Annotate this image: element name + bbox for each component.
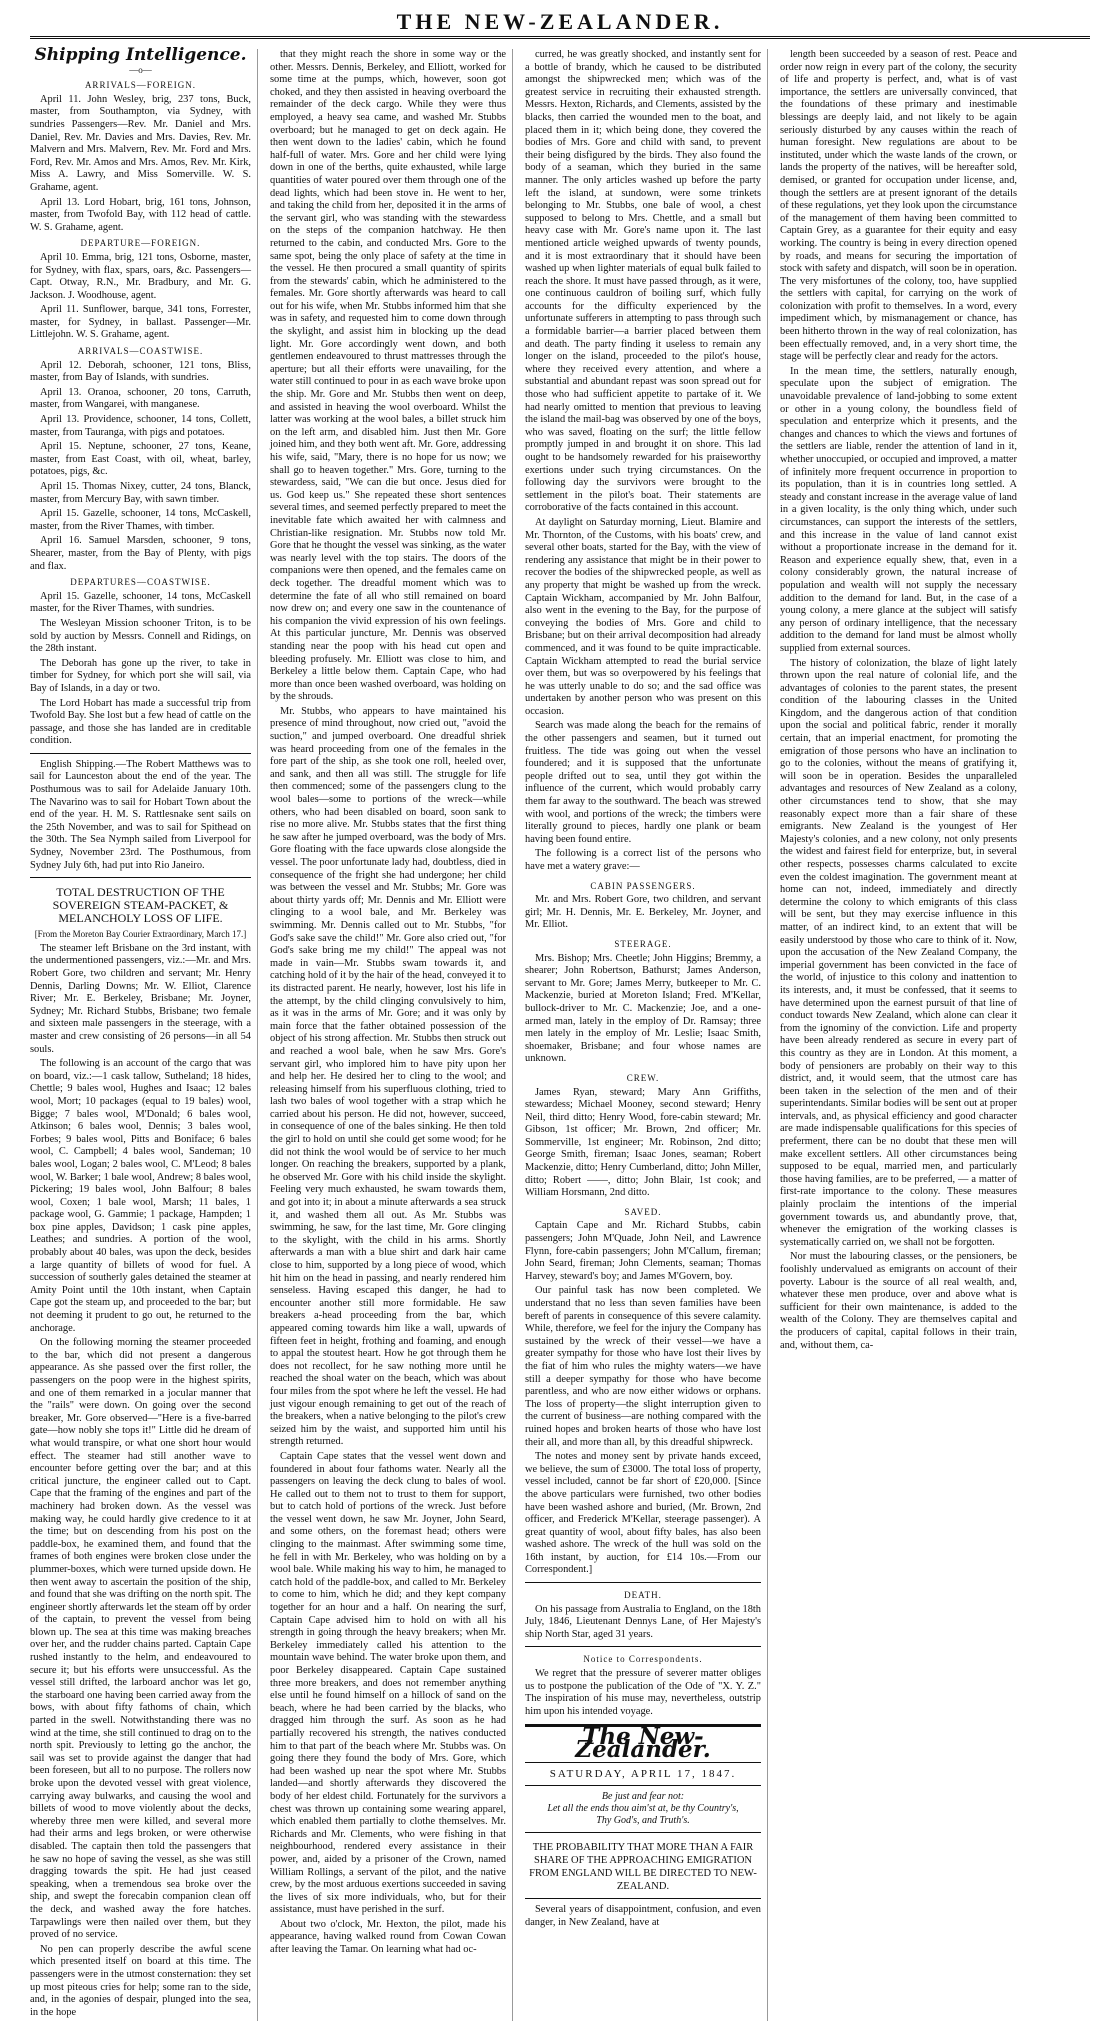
article-paragraph: The following is an account of the cargo that was on board, viz.:—1 cask tallow, Sutheland; 18 hides, Chettle; 9 bales wool, Hughes and Isaac; 12 bales wool, Mort; 10 packages (equal to 19 bales) wool, Bigge; 7 bales wool, M'Donald; 6 bales wool, Atkinson; 6 bales wool, Dennis; 3 bales wool, Forbes; 9 bales wool, Pitts and Boniface; 6 bales wool, C. Campbell; 4 bales wool, Sandeman; 10 bales wool, Logan; 2 bales wool, C. M'Leod; 8 bales wool, W. Barker; 1 bale wool, Andrew; 8 bales wool, Pickering; 19 bales wool, John Balfour; 8 bales wool, Coxen; 1 bale wool, Marsh; 11 bales, 1 package wool, G. Gammie; 1 package, Hampden; 1 box pine apples, Davidson; 1 cask pine apples, Leathes; and sundries. A portion of the wool, probably about 40 bales, was upon the deck, besides a large quantity of billets of wood for fuel. A succession of southerly gales detained the steamer at Amity Point until the 10th instant, when Captain Cape got the steam up, and proceeded to the bar; but not deeming it prudent to go out, he returned to the anchorage. [30,1058,251,1334]
paper-title: The New-Zealander. [575,1723,711,1763]
departures-foreign-heading: DEPARTURE—FOREIGN. [80,238,201,249]
shipping-entry: April 15. Thomas Nixey, cutter, 24 tons, Blanck, master, from Mercury Bay, with sawn timber. [30,481,251,505]
shipping-entry: April 10. Emma, brig, 121 tons, Osborne, master, for Sydney, with flax, spars, oars, &c. Passengers—Capt. Otway, R.N., Mr. Bradbury, and Mr. G. Jackson. J. Woodhouse, agent. [30,251,251,301]
columns [30,45,1090,2018]
article-paragraph: Mr. Stubbs, who appears to have maintained his presence of mind throughout, now cried out, "avoid the suction," and jumped overboard. One dreadful shriek was heard proceeding from one of the females in the fore part of the ship, as she took one roll, heeled over, and sank, and then all was still. The struggle for life then commenced; some of the passengers clung to the wool bales—some to portions of the wreck—while others, who had been disabled on board, soon sank to rise no more alive. Mr. Stubbs states that the first thing he saw after he jumped overboard, was the body of Mrs. Gore floating with the face upwards close alongside the vessel. The poor unfortunate lady had, doubtless, died in consequence of the fright she had undergone; her child was between the vessel and Mr. Stubbs; Mr. Gore was about thirty yards off; Mr. Dennis and Mr. Elliott were clinging to a wool bale, and Mr. Berkeley was swimming. Mr. Dennis called out to Mr. Stubbs, "for God's sake save the child!" Mr. Gore also cried out, "for God's sake bring me my child!" The appeal was not made in vain—Mr. Stubbs swam towards it, and catching hold of it by the hair of the head, conveyed it to its distracted parent. He nearly, however, lost his life in the attempt, by the child clinging convulsively to him, as it was in the arms of Mr. Gore; and it was only by main force that the father obtained possession of the object of his strong affection. Mr. Stubbs then struck out and reached a wool bale, when he saw Mrs. Gore's servant girl, who implored him to have pity upon her and help her. He desired her to cling to the wool; and releasing himself from his superfluous clothing, tried to lash two bales of wool together with a strap which he carried about his person. He did not, however, succeed, in consequence of one of the bales sinking. He then told the girl to hold on until she could get some wood; for he did not think the wool would be of service to her much longer. On reaching the breakers, supported by a plank, he observed Mr. Gore with his child inside the skylight. Feeling very much exhausted, he swam towards them, and got into it; in about a minute afterwards a sea struck it, and washed them all out. As Mr. Stubbs was swimming, he saw, for the last time, Mr. Gore clinging to the skylight, with the child in his arms. Shortly afterwards a man with a blue shirt and dark hair came close to him, supported by a long piece of wood, which hit him on the head in passing, and nearly rendered him senseless. Having escaped this danger, he had to encounter another still more formidable. He saw breakers a-head proceeding from the bar, which appeared coming towards him like a wall, upwards of fifteen feet in height, frothing and foaming, and enough to appal the stoutest heart. How he got through them he does not recollect, for he saw nothing more until he reached the shoal water on the beach, which was about four miles from the spot where he left the vessel. He had just vigour enough remaining to get out of the reach of the breakers, when a native belonging to the pilot's crew seized him by the waist, and supported him until his strength returned. [270,705,506,1448]
divider [525,1785,761,1786]
article-paragraph: In the mean time, the settlers, naturally enough, speculate upon the subject of emigration. The unavoidable prevalence of land-jobbing to some extent or other in a young colony, the boundless field of speculation and enterprize which it presents, and the changes and chances to which the views and fortunes of the settlers are liable, render the attention of land in it, whether unoccupied, or occupied and improved, a matter of infinitely more frequent occurrence in proportion to its population, than it is in countries long settled. A steady and constant increase in the average value of land in a given locality, is the only thing which, under such circumstances, can support the interests of the settlers, and this increase in the value of land cannot exist without a proportionate increase in the demand for it. Reason and experience equally shew, that, even in a colony considerably grown, the natural increase of population and wealth will not supply the necessary addition to the demand for land. But, in the case of a young colony, a mere glance at the subject will satisfy any person of ordinary intelligence, that the necessary addition to the demand for land must be almost wholly supplied from external sources. [780,365,1017,654]
article-paragraph: Our painful task has now been completed. We understand that no less than seven families have been bereft of parents in consequence of this severe calamity. While, therefore, we feel for the injury the Company has sustained by the wreck of their vessel—we have a greater sympathy for those who have lost their lives by the fiat of him who rules the mighty waters—we have still a deeper sympathy for those who have become parentless, and who are now either widows or orphans. The loss of property—the slight interruption given to the current of business—are nothing compared with the ruined hopes and broken hearts of those who have lost their all, and more than all, by this dreadful shipwreck. [525,1285,761,1448]
editorial-heading: THE PROBABILITY THAT MORE THAN A FAIR SHARE OF THE APPROACHING EMIGRATION FROM ENGLAND WILL BE DIRECTED TO NEW-ZEALAND. [529,1842,757,1893]
column-2 [270,49,513,2021]
divider [525,1646,761,1647]
article-paragraph: On the following morning the steamer proceeded to the bar, which did not present a dangerous appearance. As she passed over the first roller, the passengers on the poop were in the highest spirits, and one of them remarked in a jocular manner that the "rails" were down. On going over the second breaker, Mr. Gore observed—"Here is a five-barred gate—how nobly she tops it!" Little did he dream of what would transpire, or what one short hour would effect. The steamer had still another wave to encounter before getting over the bar; and at this critical juncture, the engineer called out to Capt. Cape that the framing of the engines and part of the machinery had broken down. As the vessel was making way, he could hardly give credence to it at the time; but on descending from his post on the paddle-box, he examined them, and found that the frames of both engines were broken close under the plummer-boxes, which were turned upside down. He then went away to ascertain the position of the ship, and found that she was drifting on the north spit. The engineer shortly afterwards let the steam off by order of the captain, to prevent the vessel from being blown up. The sea at this time was making breaches over her, and the rudder chains parted. Captain Cape rushed instantly to the helm, and endeavoured to secure it; but his efforts were unsuccessful. As the vessel still drifted, the larboard anchor was let go, the starboard one having been carried away from the bows, with about fifty fathoms of chain, which parted in the swell. Notwithstanding there was no wind at the time, she still continued to drag on to the north spit. Previously to letting go the anchor, the sail was set to provide against the danger that had been foreseen, but all to no purpose. The rollers now broke upon the devoted vessel with great violence, carrying away bulwarks, and causing the wool and billets of wood to move violently about the decks, whereby three men were killed, and several more had their arms and legs broken, or were otherwise disabled. The captain then told the passengers that he saw no hope of saving the vessel, as she was still dragging towards the spit. He had just ceased speaking, when a tremendous sea broke over the ship, and swept the forecabin companion clean off the deck, and washed away the fore hatches. Tarpawlings were then nailed over them, but they proved of no service. [30,1337,251,1941]
motto: Be just and fear not: Let all the ends thou aim'st at, be thy Country's, Thy God's, and Truth's. [547,1791,739,1827]
column-1 [30,45,258,2021]
shipping-entry: April 15. Gazelle, schooner, 14 tons, McCaskell, master, from the River Thames, with timber. [30,508,251,532]
article-paragraph: The history of colonization, the blaze of light lately thrown upon the real nature of colonial life, and the advantages of colonies to the parent states, the present condition of the labouring classes in the United Kingdom, and the dangerous action of that condition upon the social and political fabric, render it morally certain, that an imperial enactment, for promoting the emigration of those persons who have an inclination to go to the colonies, without the means of gratifying it, will soon be in operation. Besides the unparalleled advantages and resources of New Zealand as a colony, other circumstances tend to show, that she may reasonably expect more than a fair share of these emigrants. New Zealand is the youngest of Her Majesty's colonies, and a new colony, not only presents the widest and fairest field for enterprize, but, in several other respects, possesses charms calculated to excite even the coldest imagination. The government meant at home can not, indeed, immediately and directly determine the colony to which emigrants of this class will be sent, but they may exercise influence in this matter, of an indirect kind, to an extent that will be easily understood by those who care to think of it. Now, upon the accusation of the New Zealand Company, the imperial government has been convicted in the face of the world, of injustice to this colony and inattention to its interests, and, it must be confessed, that it seems to have determined upon the earnest pursuit of that line of conduct towards New Zealand, which alone can clear it from the ignominy of the conviction. Life and property have been already rendered as secure in every part of this country as they are in London. At this moment, a body of pensioners are probably on their way to this district, and, it would seem, that the utmost care has been taken in the selection of the men and of their superintendants. Similar bodies will be sent out at proper intervals, and, as physical efficiency and good character are made indispensable qualifications for this species of preferment, there can be no doubt that these men will make excellent settlers. All other circumstances being supposed to be equal, married men, and particularly those having families, are to be preferred, — a matter of first-rate importance to the colony. These measures plainly proclaim the intentions of the imperial government towards us, and abundantly prove, that, whenever the emigration of the working classes is systematically carried on, we shall not be forgotten. [780,657,1017,1248]
english-shipping: English Shipping.—The Robert Matthews was to sail for Launceston about the end of the year. The Posthumous was to sail for Adelaide January 10th. The Navarino was to sail for Hobart Town about the end of the year. H. M. S. Rattlesnake sent sails on the 25th November, and was to sail for Spithead on the 30th. The Sea Nymph sailed from Liverpool for Sydney, November 23rd. The Posthumous, from Sydney July 6th, had put into Rio Janeiro. [30,758,251,871]
article-paragraph: No pen can properly describe the awful scene which presented itself on board at this time. The passengers were in the utmost consternation: they set up most piteous cries for help; some ran to the side, and, in the agonies of despair, plunged into the sea, in the hope [30,1943,251,2018]
departures-coastwise-heading: DEPARTURES—COASTWISE. [70,577,211,588]
shipping-divider: —o— [129,64,152,75]
article-paragraph: About two o'clock, Mr. Hexton, the pilot, made his appearance, having walked round from Cowan Cowan after leaving the Tamar. On learning what had oc- [270,1918,506,1956]
shipping-entry: April 11. John Wesley, brig, 237 tons, Buck, master, from Southampton, via Sydney, with sundries Passengers—Rev. Mr. Daniel and Mrs. Daniel, Rev. Mr. Davies and Mrs. Davies, Rev. Mr. Malvern and Mrs. Malvern, Rev. Mr. Ford and Mrs. Ford, Rev. Mr. Amos and Mrs. Amos, Rev. Mr. Kirk, Miss A. Lawry, and Miss Somerville. W. S. Grahame, agent. [30,93,251,193]
divider [525,1898,761,1899]
shipping-entry: April 16. Samuel Marsden, schooner, 9 tons, Shearer, master, from the Bay of Plenty, with pigs and flax. [30,535,251,572]
shipping-entry: April 13. Lord Hobart, brig, 161 tons, Johnson, master, from Twofold Bay, with 112 head of cattle. W. S. Grahame, agent. [30,196,251,233]
masthead-rule [30,36,1090,43]
article-paragraph: The following is a correct list of the persons who have met a watery grave:— [525,848,761,872]
crew-list: James Ryan, steward; Mary Ann Griffiths, stewardess; Michael Mooney, second steward; Henry Neil, third ditto; Henry Wood, fore-cabin steward; Mr. Gibson, 1st officer; Mr. Brown, 2nd officer; Mr. Sommerville, 1st engineer; Mr. Robinson, 2nd ditto; George Smith, fireman; Isaac Jones, seaman; Robert Mackenzie, ditto; Henry Cumberland, ditto; John Miller, ditto; Robert ——, ditto; John Blair, 1st cook; and William Horsmann, 2nd ditto. [525,1086,761,1199]
cabin-list: Mr. and Mrs. Robert Gore, two children, and servant girl; Mr. H. Dennis, Mr. E. Berkeley, Mr. Joyner, and Mr. Elliot. [525,894,761,931]
crew-heading: CREW. [626,1072,660,1083]
editorial-start: Several years of disappointment, confusion, and even danger, in New Zealand, have at [525,1904,761,1928]
shipping-note: The Deborah has gone up the river, to take in timber for Sydney, for which port she will sail, via Bay of Islands, in a day or two. [30,657,251,694]
article-paragraph: Nor must the labouring classes, or the pensioners, be foolishly undervalued as emigrants on account of their poverty. Labour is the source of all real wealth, and, whatever these men produce, over and above what is sufficient for their own maintenance, is added to the wealth of the Colony. They are themselves capital and the producers of capital, capital follows in their train, and, without them, ca- [780,1251,1017,1351]
article-paragraph: curred, he was greatly shocked, and instantly sent for a bottle of brandy, which he caused to be distributed amongst the shipwrecked men; which was of the greatest service in recruiting their exhausted strength. Messrs. Hexton, Richards, and Clements, assisted by the blacks, then carried the wounded men to the boat, and placed them in it; which being done, they covered the bodies of Mrs. Gore and child with sand, to prevent their being disfigured by the birds. They also found the body of a seaman, which they buried in the same manner. The only articles washed up before the party left the island, at sundown, were some trinkets belonging to Mr. Stubbs, one bale of wool, a chest supposed to belong to Mrs. Chettle, and a small but heavy case with Mr. Gore's name upon it. The last mentioned article weighed upwards of twenty pounds, and it is most extraordinary that it should have been washed up when lighter materials of equal bulk failed to reach the shore. It must have passed through, as it were, one continuous cauldron of boiling surf, which fully accounts for the difficulty experienced by the unfortunate sufferers in attempting to pass through such a formidable barrier—a barrier placed between them and death. The party finding it useless to remain any longer on the island, proceeded to the pilot's house, where they received every attention, and where a substantial and abundant repast was soon spread out for those who had sufficient appetite to partake of it. We had nearly omitted to mention that previous to leaving the island the mail-bag was observed by one of the boys, who was saved, floating on the surf; the little fellow promptly jumped in and brought it on shore. This lad ought to be handsomely rewarded for his praiseworthy exertions under such trying circumstances. On the following day the survivors were brought to the settlement in the pilot's boat. Their statements are corroborative of the facts contained in this account. [525,49,761,514]
steerage-list: Mrs. Bishop; Mrs. Cheetle; John Higgins; Bremmy, a shearer; John Robertson, Bathurst; James Anderson, servant to Mr. Gore; James Merry, butkeeper to Mr. C. Mackenzie, buried at Moreton Island; Fred. M'Kellar, bullock-driver to Mr. C. Mackenzie; Joe, and a one-armed man, lately in the employ of Dr. Ramsay; three men lately in the employ of Mr. Leslie; Isaac Smith, shoemaker, Brisbane; and four whose names are unknown. [525,952,761,1065]
loss-source: [From the Moreton Bay Courier Extraordinary, March 17.] [34,929,247,940]
column-3 [525,49,768,2021]
divider [525,1582,761,1583]
notice-heading: Notice to Correspondents. [583,1654,703,1665]
arrivals-coastwise-heading: ARRIVALS—COASTWISE. [77,346,204,357]
death-heading: DEATH. [624,1590,662,1601]
article-paragraph: that they might reach the shore in some way or the other. Messrs. Dennis, Berkeley, and Elliott, worked for some time at the pumps, which, however, soon got choked, and they then assisted in heaving overboard the remainder of the deck cargo. While they were thus employed, a heavy sea came, and washed Mr. Stubbs overboard; but he managed to get on deck again. He then went down to the ladies' cabin, which he found half-full of water. Mrs. Gore and her child were lying down in one of the berths, quite exhausted, while large quantities of water poured over them through one of the dead lights, which had been stove in. He went to her, and taking the child from her, deposited it in the arms of the servant girl, who was standing with the stewardess on the steps of the companion hatchway. He then returned to the cabin, and conducted Mrs. Gore to the same spot, being the only place of safety at the time in the vessel. He then procured a small quantity of spirits from the stewards' cabin, which he administered to the females. Mr. Gore shortly afterwards was heard to call out for his wife, when Mr. Stubbs informed him that she was in safety, and requested him to come down through the skylight, and assist him in blocking up the dead light. Mr. Gore accordingly went down, and both gentlemen endeavoured to thrust mattresses through the aperture; but all their efforts were unavailing, for the water still continued to pour in as each wave broke upon the ship. Mr. Gore and Mr. Stubbs then went on deep, and assisted in heaving the wool overboard. Whilst the latter was working at the wool bales, a billet struck him on the left arm, and disabled him. Just then Mr. Gore joined him, and they both went aft. Mr. Gore, addressing his wife, said, "Mary, there is no hope for us now; we shall go to heaven together." Mrs. Gore, turning to the stewardess, said, "We can die but once. Jesus died for us. God keep us." She repeated these short sentences several times, and seemed perfectly prepared to meet the inevitable fate which awaited her with calmness and Christian-like resignation. Mr. Stubbs now told Mr. Gore that he thought the vessel was sinking, as the water was nearly level with the top stairs. The doors of the companions were then opened, and the females came on deck together. The dreadful moment which was to determine the fate of all who still remained on board now drew on; and every one saw in the countenance of his companion the vivid expression of his own feelings. At this particular juncture, Mr. Dennis was observed standing near the poop with his head cut open and bleeding profusely. Mr. Elliott was close to him, and Berkeley a little below them. Captain Cape, who had more than once been washed overboard, was holding on by the shrouds. [270,49,506,703]
notice-text: We regret that the pressure of severer matter obliges us to postpone the publication of the Ode of "X. Y. Z." The inspiration of his muse may, nevertheless, outstrip him upon his intended voyage. [525,1668,761,1717]
saved-heading: SAVED. [624,1206,662,1217]
article-paragraph: At daylight on Saturday morning, Lieut. Blamire and Mr. Thornton, of the Customs, with his boats' crew, and several other boats, started for the Bay, with the view of rendering any assistance that might be in their power to recover the bodies of the shipwrecked people, as well as any property that might be washed up from the wreck. Captain Wickham, accompanied by Mr. John Balfour, also went in the evening to the Bay, for the purpose of conveying the bodies of Mrs. Gore and child to Brisbane; but on their arrival decomposition had already commenced, and it was found to be quite impracticable. Captain Wickham attempted to read the burial service over them, but was so overpowered by his feelings that he was utterly unable to do so; and the sad office was undertaken by another person who was present on this occasion. [525,516,761,717]
divider [30,877,251,878]
article-paragraph: Search was made along the beach for the remains of the other passengers and seamen, but it turned out fruitless. The tide was going out when the vessel foundered; and it is supposed that the unfortunate people drifted out to sea, until they got within the influence of the current, which would probably carry them far away to the southward. The beach was strewed with wool, and portions of the wreck; the timbers were literally ground to pieces, hardly one plank or beam having been found entire. [525,720,761,845]
steerage-heading: STEERAGE. [614,938,672,949]
article-paragraph: Captain Cape states that the vessel went down and foundered in about four fathoms water. Nearly all the passengers on leaving the deck clung to bales of wool. He called out to them not to trust to them for support, but to catch hold of portions of the wreck. Just before the vessel went down, he saw Mr. Joyner, John Seard, and some others, on the foremast head; others were clinging to the mainmast. After swimming some time, he fell in with Mr. Berkeley, who was holding on by a wool bale. While making his way to him, he managed to catch hold of the paddle-box, and called to Mr. Berkeley to come to him, which he did; and they kept company together for an hour and a half. On nearing the surf, Captain Cape advised him to hold on with all his strength in going through the heavy breakers; when Mr. Berkeley immediately called his attention to the mountain wave behind. The water broke upon them, and poor Berkeley disappeared. Captain Cape sustained three more breakers, and does not remember anything else until he found himself on a hillock of sand on the beach, where he had been carried by the blacks, who dragged him through the surf. As soon as he had partially recovered his strength, the natives conducted him to that part of the beach where Mr. Stubbs was. On going there they found the body of Mrs. Gore, which had been washed up near the spot where Mr. Stubbs landed—and shortly afterwards they discovered the body of her eldest child. Fortunately for the survivors a chest was thrown up containing some wearing apparel, which enabled them partially to clothe themselves. Mr. Richards and Mr. Clements, who were fishing in that neighbourhood, rendered every assistance in their power, and, aided by a prisoner of the Crown, named William Rollings, a servant of the pilot, and the native crew, by the most arduous exertions succeeded in saving the lives of six more individuals, who, but for their assistance, must have perished in the surf. [270,1450,506,1916]
saved-list: Captain Cape and Mr. Richard Stubbs, cabin passengers; John M'Quade, John Neil, and Lawrence Flynn, fore-cabin passengers; John M'Callum, fireman; John Seard, fireman; John Clements, seaman; Thomas Harvey, steward's boy; and James M'Govern, boy. [525,1220,761,1282]
arrivals-foreign-heading: ARRIVALS—FOREIGN. [84,80,197,91]
shipping-entry: April 13. Providence, schooner, 14 tons, Collett, master, from Tauranga, with pigs and potatoes. [30,414,251,438]
divider [525,1832,761,1833]
shipping-entry: April 15. Neptune, schooner, 27 tons, Keane, master, from East Coast, with oil, wheat, barley, potatoes, pigs, &c. [30,441,251,478]
masthead: THE NEW-ZEALANDER. [396,9,724,34]
dateline: SATURDAY, APRIL 17, 1847. [549,1767,737,1780]
divider [30,753,251,754]
loss-heading: TOTAL DESTRUCTION OF THE SOVEREIGN STEAM-PACKET, & MELANCHOLY LOSS OF LIFE. [52,885,229,926]
column-4 [780,49,1023,2021]
shipping-note: The Lord Hobart has made a successful trip from Twofold Bay. She lost but a few head of cattle on the passage, and those she has landed are in creditable condition. [30,697,251,747]
shipping-note: The Wesleyan Mission schooner Triton, is to be sold by auction by Messrs. Connell and Ridings, on the 28th instant. [30,617,251,655]
article-paragraph: The notes and money sent by private hands exceed, we believe, the sum of £3000. The total loss of property, vessel included, cannot be far short of £20,000. [Since the above particulars were furnished, two other bodies have been washed ashore and buried, (Mr. Brown, 2nd officer, and Frederick M'Kellar, steerage passenger). A great quantity of wool, about fifty bales, has also been washed ashore. The wreck of the hull was sold on the 16th instant, by auction, for £14 10s.—From our Correspondent.] [525,1451,761,1576]
article-paragraph: length been succeeded by a season of rest. Peace and order now reign in every part of the colony, the security of life and property is perfect, and, what is of vast importance, the settlers are universally convinced, that the foundations of these primary and inestimable blessings are deeply laid, and not likely to be again seriously disturbed by any causes within the reach of human foresight. New regulations are about to be instituted, under which the waste lands of the crown, or lands the property of the natives, will be hereafter sold, demised, or granted for occupation under license, and, though the settlers are at present ignorant of the details of these regulations, yet they look upon the circumstance of the management of them having been committed to Captain Grey, as a guarantee for their equity and easy working. The country is being in every direction opened by roads, and means for securing the importation of stock with safety and dispatch, will soon be in operation. The very misfortunes of the colony, too, have supplied the settlers with capital, for carrying on the work of colonization with profit to themselves. In a word, every impediment which, by mismanagement or chance, has been hitherto thrown in the way of real colonization, has been effectually removed, and, in a very short time, the stage will be perfectly clear and ready for the actors. [780,49,1017,363]
shipping-entry: April 15. Gazelle, schooner, 14 tons, McCaskell master, for the River Thames, with sundries. [30,590,251,615]
shipping-entry: April 13. Oranoa, schooner, 20 tons, Carruth, master, from Wangarei, with manganese. [30,386,251,411]
cabin-heading: CABIN PASSENGERS. [590,880,696,891]
shipping-title: Shipping Intelligence. [34,45,247,65]
article-paragraph: The steamer left Brisbane on the 3rd instant, with the undermentioned passengers, viz.:—Mr. and Mrs. Robert Gore, two children and servant; Mr. Henry Dennis, Darling Downs; Mr. W. Elliot, Clarence River; Mr. E. Berkeley, Brisbane; Mr. Joyner, Sydney; Mr. Richard Stubbs, Brisbane; two female and sixteen male passengers in the steerage, with a master and crew consisting of 26 persons—in all 54 souls. [30,942,251,1055]
shipping-entry: April 11. Sunflower, barque, 341 tons, Forrester, master, for Sydney, in ballast. Passenger—Mr. Littlejohn. W. S. Grahame, agent. [30,304,251,341]
shipping-entry: April 12. Deborah, schooner, 121 tons, Bliss, master, from Bay of Islands, with sundries. [30,359,251,384]
death-notice: On his passage from Australia to England, on the 18th July, 1846, Lieutenant Dennys Lane, of Her Majesty's ship North Star, aged 31 years. [525,1603,761,1640]
